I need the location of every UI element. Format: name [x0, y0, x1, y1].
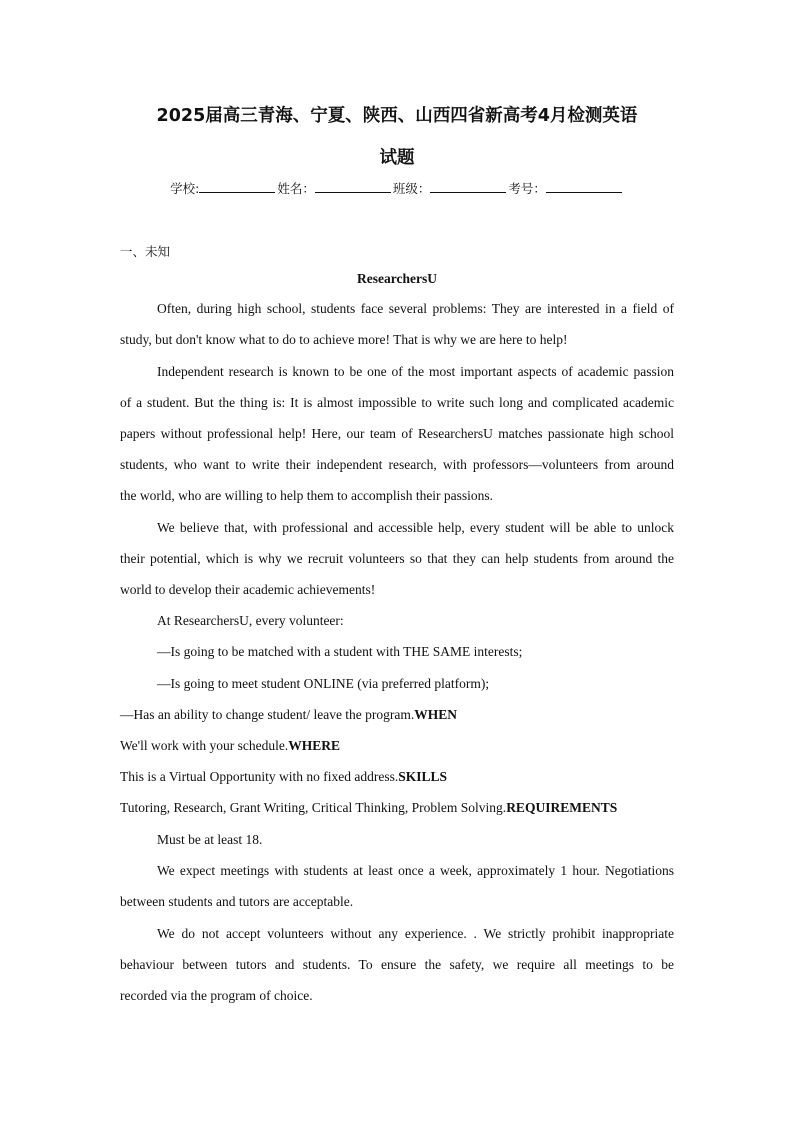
section-heading: 一、未知 — [120, 244, 171, 259]
text-line: students, who want to write their independent research, with professors—volunteers from around — [120, 457, 674, 472]
text-line: papers without professional help! Here, our team of ResearchersU matches passionate high school — [120, 426, 674, 441]
text-line — [120, 706, 674, 724]
text-line — [120, 799, 674, 817]
student-info-row — [0, 180, 794, 198]
class-label: 班级： — [392, 181, 431, 196]
school-label: 学校: — [170, 181, 200, 196]
text-line: study, but don't know what to do to achieve more! That is why we are here to help! — [120, 332, 568, 347]
text-line: world to develop their academic achievements! — [120, 582, 376, 597]
label-requirements: REQUIREMENTS — [506, 800, 618, 815]
text-line: We believe that, with professional and accessible help, every student will be able to unlock — [157, 520, 674, 535]
text-segment: Tutoring, Research, Grant Writing, Critical Thinking, Problem Solving. — [120, 800, 507, 815]
label-when: WHEN — [414, 707, 458, 722]
text-line: Independent research is known to be one of the most important aspects of academic passion — [157, 364, 674, 379]
number-label: 考号： — [508, 181, 546, 196]
class-blank[interactable] — [430, 180, 506, 193]
text-segment: —Has an ability to change student/ leave the program. — [120, 707, 415, 722]
text-line: —Is going to meet student ONLINE (via preferred platform); — [157, 676, 490, 691]
name-blank[interactable] — [315, 180, 391, 193]
label-skills: SKILLS — [398, 769, 448, 784]
document-title-line-1: 2025届高三青海、宁夏、陕西、山西四省新高考4月检测英语 — [156, 106, 638, 126]
text-line: their potential, which is why we recruit volunteers so that they can help students from around the — [120, 551, 674, 566]
text-line: the world, who are willing to help them to accomplish their passions. — [120, 488, 494, 503]
number-blank[interactable] — [546, 180, 622, 193]
text-line: recorded via the program of choice. — [120, 988, 313, 1003]
text-line: behaviour between tutors and students. To ensure the safety, we require all meetings to be — [120, 957, 674, 972]
text-line — [120, 737, 674, 755]
text-line: —Is going to be matched with a student with THE SAME interests; — [157, 644, 523, 659]
text-line: At ResearchersU, every volunteer: — [157, 613, 344, 628]
text-line: We expect meetings with students at least once a week, approximately 1 hour. Negotiations — [157, 863, 674, 878]
text-line — [120, 768, 674, 786]
name-label: 姓名： — [277, 181, 315, 196]
text-line: Must be at least 18. — [157, 832, 263, 847]
text-segment: We'll work with your schedule. — [120, 738, 289, 753]
school-blank[interactable] — [199, 180, 275, 193]
document-title-line-2: 试题 — [379, 148, 415, 168]
text-line: of a student. But the thing is: It is almost impossible to write such long and complicated academic — [120, 395, 674, 410]
text-line: Often, during high school, students face several problems: They are interested in a field of — [157, 301, 674, 316]
text-line: between students and tutors are acceptable. — [120, 894, 354, 909]
label-where: WHERE — [288, 738, 340, 753]
passage-title: ResearchersU — [357, 271, 437, 286]
text-segment: This is a Virtual Opportunity with no fixed address. — [120, 769, 399, 784]
text-line: We do not accept volunteers without any experience. . We strictly prohibit inappropriate — [157, 926, 674, 941]
